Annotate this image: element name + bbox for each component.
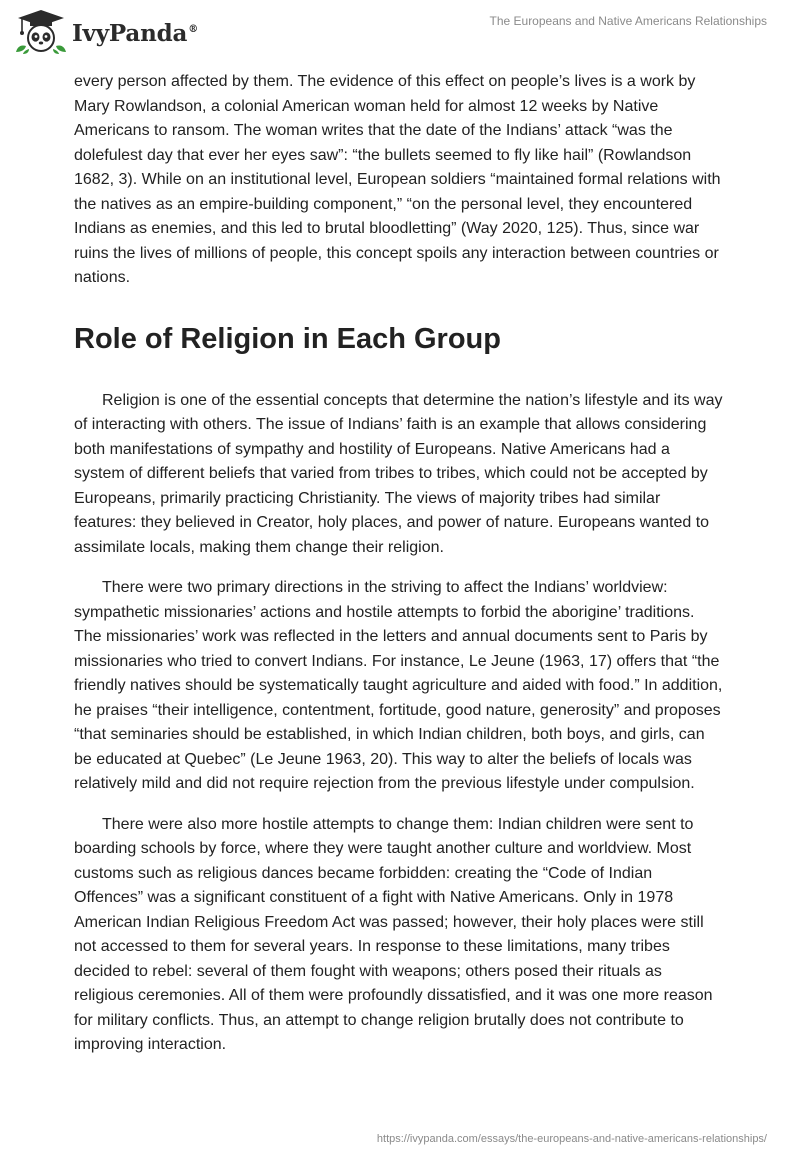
body-paragraph: There were also more hostile attempts to change them: Indian children were sent to boarding schools by force, where they were taught another culture and worldview. Most customs such as religious dances became forbidden: creating the “Code of Indian Offences” was a significant constituent of a fight with Native Americans. Only in 1978 American Indian Religious Freedom Act was passed; however, their holy places were still not accessed to them for several years. In response to these limitations, many tribes decided to rebel: several of them fought with weapons; others posed their rituals as religious ceremonies. All of them were profoundly dissatisfied, and it was one more reason for military conflicts. Thus, an attempt to change religion brutally does not contribute to improving interaction.: [74, 815, 713, 1053]
ivypanda-logo[interactable]: [12, 8, 198, 54]
section-heading: Role of Religion in Each Group: [74, 322, 501, 355]
source-url[interactable]: https://ivypanda.com/essays/the-europeans-and-native-americans-relationships/: [376, 1133, 767, 1145]
essay-content: [74, 70, 724, 1074]
panda-graduate-icon: [12, 8, 70, 54]
brand-name-text: IvyPanda: [72, 19, 188, 47]
document-title: The Europeans and Native Americans Relationships: [489, 14, 767, 28]
body-paragraph: There were two primary directions in the striving to affect the Indians’ worldview: sympathetic missionaries’ actions and hostile attempts to forbid the aborigine’ traditions. The missionaries’ work was reflected in the letters and annual documents sent to Paris by missionaries who tried to convert Indians. For instance, Le Jeune (1963, 17) offers that “the friendly natives should be systematically taught agriculture and aided with food.” In addition, he praises “their intelligence, contentment, fortitude, good nature, generosity” and proposes “that seminaries should be established, in which Indian children, both boys, and girls, can be educated at Quebec” (Le Jeune 1963, 20). This way to alter the beliefs of locals was relatively mild and did not require rejection from the previous lifestyle under compulsion.: [74, 579, 723, 792]
brand-name: [72, 20, 198, 47]
body-paragraph: Religion is one of the essential concepts that determine the nation’s lifestyle and its way of interacting with others. The issue of Indians’ faith is an example that allows considering both manifestations of sympathy and hostility of Europeans. Native Americans had a system of different beliefs that varied from tribes to tribes, which could not be accepted by Europeans, primarily practicing Christianity. The views of majority tribes had similar features: they believed in Creator, holy places, and power of nature. Europeans wanted to assimilate locals, making them change their religion.: [74, 391, 723, 556]
page-header: [0, 0, 800, 60]
brand-registered-mark: ®: [188, 23, 198, 35]
intro-paragraph: every person affected by them. The evidence of this effect on people’s lives is a work by Mary Rowlandson, a colonial American woman held for almost 12 weeks by Native Americans to ransom. The woman writes that the date of the Indians’ attack “was the dolefulest day that ever her eyes saw”: “the bullets seemed to fly like hail” (Rowlandson 1682, 3). While on an institutional level, European soldiers “maintained formal relations with the natives as an empire-building component,” “on the personal level, they encountered Indians as enemies, and this led to brutal bloodletting” (Way 2020, 125). Thus, since war ruins the lives of millions of people, this concept spoils any interaction between countries or nations.: [74, 73, 721, 286]
